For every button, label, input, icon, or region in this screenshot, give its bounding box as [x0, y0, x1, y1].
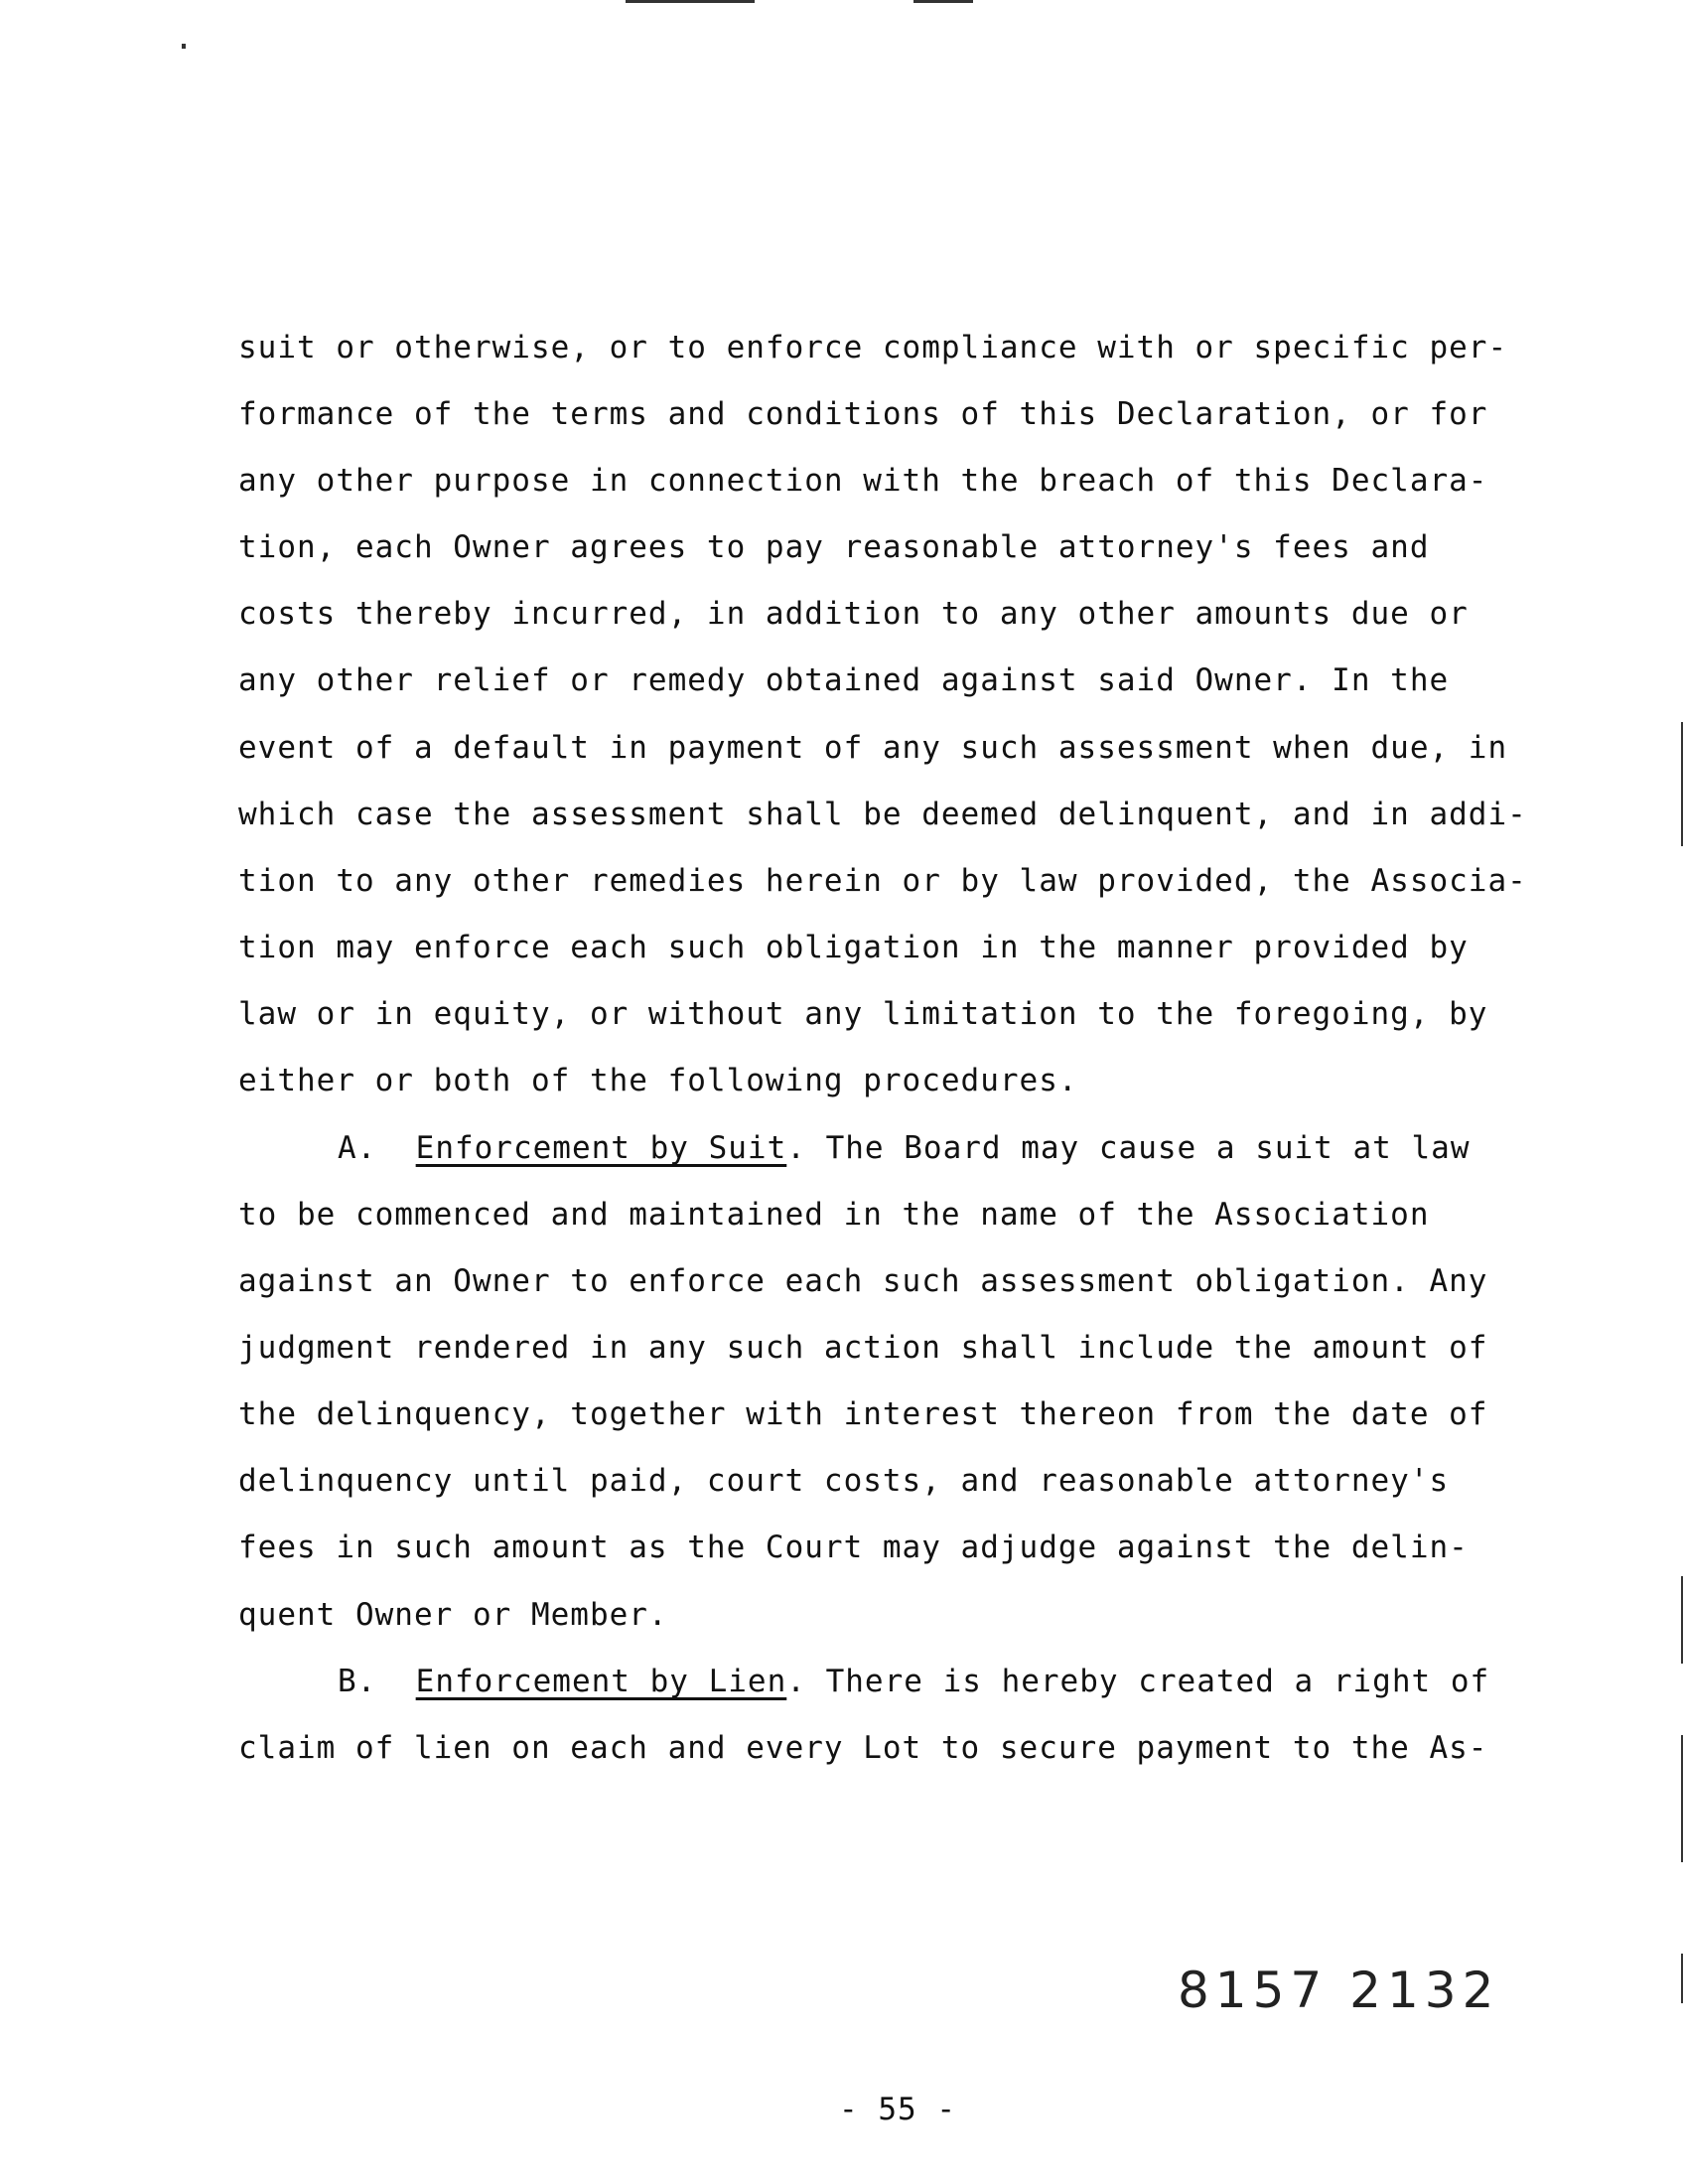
- section-a-line: the delinquency, together with interest thereon from the date of: [238, 1396, 1488, 1432]
- scan-artifact: [1681, 1735, 1683, 1862]
- section-b-heading: Enforcement by Lien: [415, 1664, 787, 1699]
- page-number: - 55 -: [839, 2092, 956, 2127]
- body-line: tion may enforce each such obligation in the manner provided by: [238, 930, 1469, 965]
- section-b-line: claim of lien on each and every Lot to secure payment to the As-: [238, 1730, 1488, 1766]
- body-line: formance of the terms and conditions of this Declaration, or for: [238, 396, 1488, 432]
- scan-artifact: [1681, 1954, 1683, 2003]
- section-b-first-line: [338, 1662, 1489, 1701]
- section-a-line: against an Owner to enforce each such assessment obligation. Any: [238, 1263, 1488, 1299]
- body-line: any other purpose in connection with the breach of this Declara-: [238, 463, 1488, 499]
- body-line: costs thereby incurred, in addition to any other amounts due or: [238, 596, 1469, 632]
- scan-artifact: [626, 0, 755, 3]
- scan-artifact: [913, 0, 973, 3]
- body-line: tion, each Owner agrees to pay reasonable attorney's fees and: [238, 529, 1430, 565]
- section-a-line: to be commenced and maintained in the name of the Association: [238, 1197, 1430, 1233]
- section-a-marker: A.: [338, 1130, 377, 1166]
- scan-artifact: [1681, 722, 1683, 846]
- record-book-page-number: 8157 2132: [1178, 1962, 1500, 2019]
- body-line: law or in equity, or without any limitation to the foregoing, by: [238, 996, 1488, 1032]
- section-a-first-line-text: . The Board may cause a suit at law: [786, 1130, 1471, 1166]
- section-a-heading: Enforcement by Suit: [415, 1130, 787, 1166]
- body-line: suit or otherwise, or to enforce compliance with or specific per-: [238, 330, 1508, 365]
- body-line: which case the assessment shall be deemed delinquent, and in addi-: [238, 797, 1527, 832]
- section-a-line: delinquency until paid, court costs, and reasonable attorney's: [238, 1463, 1450, 1499]
- section-a-line: judgment rendered in any such action shall include the amount of: [238, 1330, 1488, 1366]
- body-line: tion to any other remedies herein or by law provided, the Associa-: [238, 863, 1527, 899]
- section-b-first-line-text: . There is hereby created a right of: [786, 1664, 1490, 1699]
- scan-artifact: [1681, 1576, 1683, 1664]
- body-line: any other relief or remedy obtained against said Owner. In the: [238, 662, 1450, 698]
- body-line: event of a default in payment of any such assessment when due, in: [238, 730, 1508, 766]
- scan-artifact: [182, 44, 186, 49]
- section-a-line: fees in such amount as the Court may adjudge against the delin-: [238, 1529, 1469, 1565]
- section-a-first-line: [338, 1128, 1471, 1168]
- section-b-marker: B.: [338, 1664, 377, 1699]
- section-a-line: quent Owner or Member.: [238, 1597, 668, 1633]
- body-line: either or both of the following procedures.: [238, 1063, 1078, 1098]
